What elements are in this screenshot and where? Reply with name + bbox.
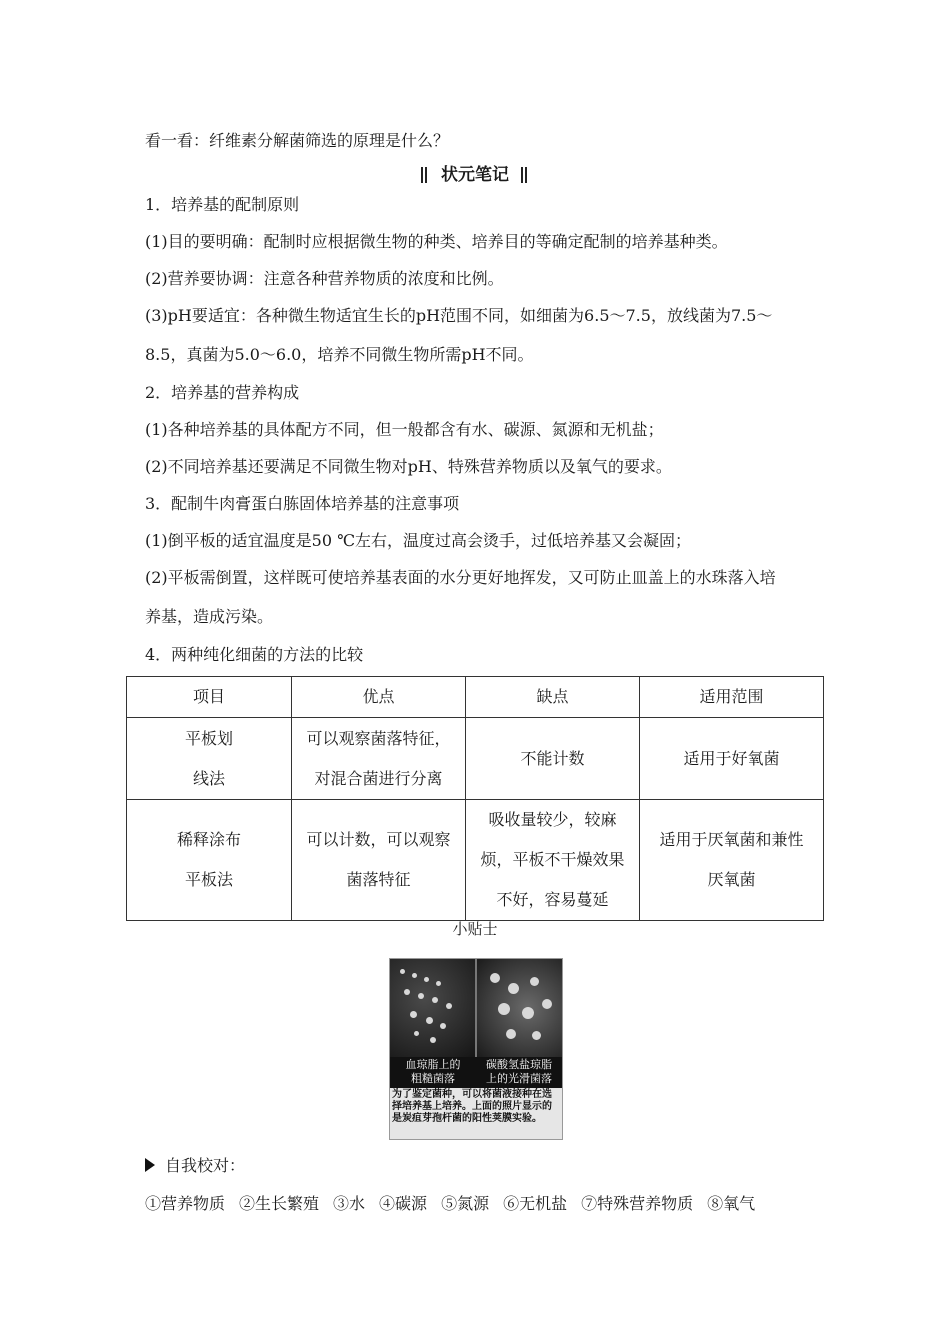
note-line: 养基，造成污染。 (145, 607, 274, 626)
note-line: (2)不同培养基还要满足不同微生物对pH、特殊营养物质以及氧气的要求。 (145, 457, 672, 476)
table-header-cell: 适用范围 (640, 677, 824, 718)
section-header (0, 160, 950, 185)
photo-label-left: 血琼脂上的 粗糙菌落 (390, 1057, 476, 1088)
note-line: 1．培养基的配制原则 (145, 195, 300, 214)
colony-dot (508, 983, 519, 994)
table-row (127, 718, 824, 800)
header-bar-right (521, 167, 529, 183)
photo-label-right: 碳酸氢盐琼脂 上的光滑菌落 (476, 1057, 562, 1088)
note-line: (2)平板需倒置，这样既可使培养基表面的水分更好地挥发，又可防止皿盖上的水珠落入培 (145, 568, 776, 587)
table-cell-pros: 可以计数，可以观察 菌落特征 (292, 800, 466, 921)
colony-dot (430, 1037, 436, 1043)
note-line: (1)各种培养基的具体配方不同，但一般都含有水、碳源、氮源和无机盐； (145, 420, 664, 439)
note-line: (2)营养要协调：注意各种营养物质的浓度和比例。 (145, 269, 504, 288)
photo-divider (475, 959, 477, 1057)
answer-item: ①营养物质 (145, 1194, 226, 1213)
colony-dot (440, 1023, 446, 1029)
colony-dot (404, 989, 410, 995)
note-line: 3．配制牛肉膏蛋白胨固体培养基的注意事项 (145, 494, 460, 513)
photo-note: 为了鉴定菌种，可以将菌液接种在选择培养基上培养。上面的照片显示的是炭疽芽孢杆菌的阳性荚膜实验。 (390, 1088, 562, 1140)
colony-photo (389, 958, 563, 1140)
comparison-table (126, 676, 824, 921)
note-line: 8.5，真菌为5.0～6.0，培养不同微生物所需pH不同。 (145, 345, 534, 364)
table-row (127, 800, 824, 921)
table-cell-cons: 不能计数 (466, 718, 640, 800)
table-cell-item: 稀释涂布 平板法 (127, 800, 292, 921)
colony-dot (522, 1007, 534, 1019)
table-cell-scope: 适用于厌氧菌和兼性 厌氧菌 (640, 800, 824, 921)
note-line: (1)倒平板的适宜温度是50 ℃左右，温度过高会烫手，过低培养基又会凝固； (145, 531, 692, 550)
colony-dot (542, 999, 552, 1009)
colony-dot (490, 973, 500, 983)
colony-dot (418, 993, 424, 999)
answer-item: ⑥无机盐 (503, 1194, 568, 1213)
answer-item: ⑤氮源 (441, 1194, 490, 1213)
colony-dot (532, 1031, 541, 1040)
table-cell-scope: 适用于好氧菌 (640, 718, 824, 800)
colony-dot (424, 977, 429, 982)
note-line: 4．两种纯化细菌的方法的比较 (145, 645, 364, 664)
header-bar-left (421, 167, 429, 183)
answer-item: ⑦特殊营养物质 (581, 1194, 694, 1213)
table-header-cell: 优点 (292, 677, 466, 718)
colony-dot (436, 981, 441, 986)
colony-dot (446, 1003, 452, 1009)
intro-question: 看一看：纤维素分解菌筛选的原理是什么？ (145, 131, 450, 150)
colony-dot (432, 997, 438, 1003)
colony-dot (412, 973, 417, 978)
table-header-row (127, 677, 824, 718)
play-arrow-icon (145, 1158, 155, 1172)
note-line: (1)目的要明确：配制时应根据微生物的种类、培养目的等确定配制的培养基种类。 (145, 232, 728, 251)
colony-dot (530, 977, 539, 986)
tip-caption: 小贴士 (452, 920, 498, 938)
answer-item: ⑧氧气 (707, 1194, 756, 1213)
colony-dot (410, 1011, 417, 1018)
table-cell-cons: 吸收量较少，较麻 烦，平板不干燥效果 不好，容易蔓延 (466, 800, 640, 921)
note-line: (3)pH要适宜：各种微生物适宜生长的pH范围不同，如细菌为6.5～7.5，放线菌为7.5～ (145, 306, 773, 325)
answer-item: ④碳源 (379, 1194, 428, 1213)
self-check (145, 1153, 245, 1176)
answer-item: ②生长繁殖 (239, 1194, 320, 1213)
answer-list (145, 1191, 769, 1214)
self-check-label: 自我校对： (165, 1156, 246, 1175)
table-cell-pros: 可以观察菌落特征， 对混合菌进行分离 (292, 718, 466, 800)
colony-dot (414, 1031, 419, 1036)
answer-item: ③水 (333, 1194, 366, 1213)
table-cell-item: 平板划 线法 (127, 718, 292, 800)
colony-dot (426, 1017, 433, 1024)
colony-dot (506, 1029, 516, 1039)
colony-dot (498, 1003, 510, 1015)
section-title: 状元笔记 (441, 165, 509, 185)
colony-dot (400, 969, 405, 974)
table-header-cell: 项目 (127, 677, 292, 718)
note-line: 2．培养基的营养构成 (145, 383, 300, 402)
table-header-cell: 缺点 (466, 677, 640, 718)
